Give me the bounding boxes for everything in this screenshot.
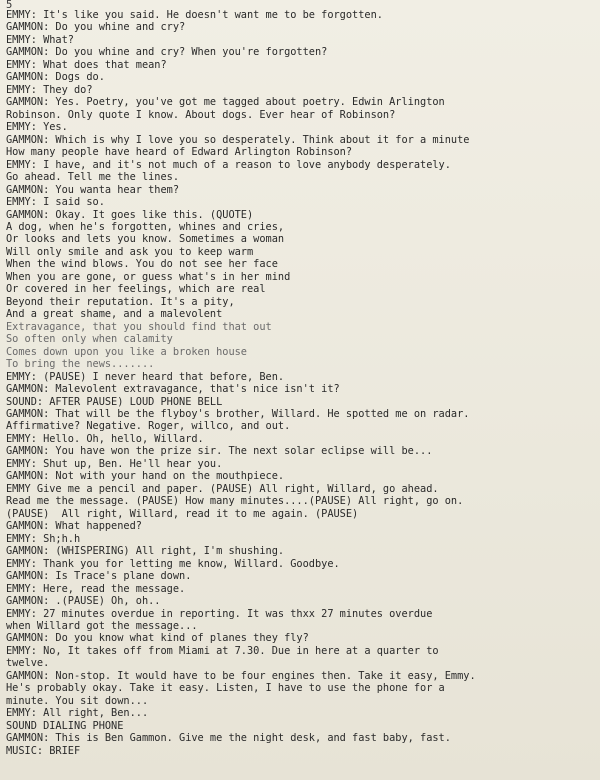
script-line: GAMMON: Yes. Poetry, you've got me tagged about poetry. Edwin Arlington <box>6 96 445 109</box>
script-line: Or covered in her feelings, which are real <box>6 283 266 296</box>
script-line: Affirmative? Negative. Roger, willco, and out. <box>6 420 291 433</box>
script-line: EMMY: I have, and it's not much of a reason to love anybody desperately. <box>6 158 451 171</box>
script-line: GAMMON: Is Trace's plane down. <box>6 570 192 583</box>
script-line: To bring the news....... <box>6 358 155 371</box>
script-line: (PAUSE) All right, Willard, read it to me again. (PAUSE) <box>6 507 359 520</box>
script-line: Comes down upon you like a broken house <box>6 345 247 358</box>
script-body <box>6 9 596 757</box>
page-number: 5 <box>6 0 13 11</box>
script-line: EMMY: 27 minutes overdue in reporting. It was thxx 27 minutes overdue <box>6 607 433 620</box>
script-line: Go ahead. Tell me the lines. <box>6 171 180 184</box>
script-line: Read me the message. (PAUSE) How many minutes....(PAUSE) All right, go on. <box>6 495 464 508</box>
script-line: GAMMON: Do you whine and cry? <box>6 21 186 34</box>
script-line: EMMY: (PAUSE) I never heard that before, Ben. <box>6 370 285 383</box>
script-line: MUSIC: BRIEF <box>6 744 81 757</box>
script-line: EMMY: No, It takes off from Miami at 7.30. Due in here at a quarter to <box>6 644 439 657</box>
script-line: GAMMON: Dogs do. <box>6 71 105 84</box>
script-line: Extravagance, that you should find that out <box>6 320 272 333</box>
script-line: EMMY: What does that mean? <box>6 58 167 71</box>
script-line: GAMMON: Okay. It goes like this. (QUOTE) <box>6 208 254 221</box>
script-line: GAMMON: Which is why I love you so desperately. Think about it for a minute <box>6 133 470 146</box>
script-line: GAMMON: (WHISPERING) All right, I'm shushing. <box>6 545 285 558</box>
script-line: EMMY: It's like you said. He doesn't want me to be forgotten. <box>6 9 383 21</box>
script-line: When the wind blows. You do not see her face <box>6 258 278 271</box>
script-line: He's probably okay. Take it easy. Listen, I have to use the phone for a <box>6 682 445 695</box>
script-line: EMMY Give me a pencil and paper. (PAUSE) All right, Willard, go ahead. <box>6 482 439 495</box>
script-line: GAMMON: You have won the prize sir. The next solar eclipse will be... <box>6 445 433 458</box>
script-line: GAMMON: Not with your hand on the mouthpiece. <box>6 470 285 483</box>
script-line: EMMY: All right, Ben... <box>6 707 149 720</box>
script-line: EMMY: Thank you for letting me know, Willard. Goodbye. <box>6 557 340 570</box>
script-line: EMMY: I said so. <box>6 196 105 209</box>
script-line: When you are gone, or guess what's in her mind <box>6 270 291 283</box>
script-line: EMMY: Sh;h.h <box>6 532 81 545</box>
script-line: So often only when calamity <box>6 333 173 346</box>
script-line: GAMMON: Do you know what kind of planes they fly? <box>6 632 309 645</box>
script-line: minute. You sit down... <box>6 694 149 707</box>
script-line: when Willard got the message... <box>6 619 198 632</box>
script-line: EMMY: They do? <box>6 83 93 96</box>
script-line: How many people have heard of Edward Arlington Robinson? <box>6 146 353 159</box>
script-line: GAMMON: Non-stop. It would have to be four engines then. Take it easy, Emmy. <box>6 669 476 682</box>
script-line: EMMY: Here, read the message. <box>6 582 186 595</box>
script-line: Beyond their reputation. It's a pity, <box>6 295 235 308</box>
script-line: GAMMON: That will be the flyboy's brother, Willard. He spotted me on radar. <box>6 408 470 420</box>
script-line: EMMY: Shut up, Ben. He'll hear you. <box>6 457 223 470</box>
script-line: Will only smile and ask you to keep warm <box>6 245 254 258</box>
script-line: GAMMON: This is Ben Gammon. Give me the night desk, and fast baby, fast. <box>6 732 451 745</box>
script-line: SOUND: AFTER PAUSE) LOUD PHONE BELL <box>6 395 223 408</box>
script-line: EMMY: Hello. Oh, hello, Willard. <box>6 432 204 445</box>
script-line: And a great shame, and a malevolent <box>6 308 223 321</box>
script-line: A dog, when he's forgotten, whines and cries, <box>6 220 285 233</box>
script-line: Robinson. Only quote I know. About dogs. Ever hear of Robinson? <box>6 108 396 121</box>
script-line: GAMMON: .(PAUSE) Oh, oh.. <box>6 595 161 608</box>
script-line: SOUND DIALING PHONE <box>6 719 124 732</box>
script-line: GAMMON: What happened? <box>6 520 142 533</box>
script-line: GAMMON: Do you whine and cry? When you're forgotten? <box>6 46 328 59</box>
script-line: GAMMON: Malevolent extravagance, that's nice isn't it? <box>6 383 340 396</box>
script-line: GAMMON: You wanta hear them? <box>6 183 180 196</box>
script-line: EMMY: Yes. <box>6 121 68 134</box>
script-line: twelve. <box>6 657 50 670</box>
script-line: Or looks and lets you know. Sometimes a woman <box>6 233 285 246</box>
script-line: EMMY: What? <box>6 33 74 46</box>
